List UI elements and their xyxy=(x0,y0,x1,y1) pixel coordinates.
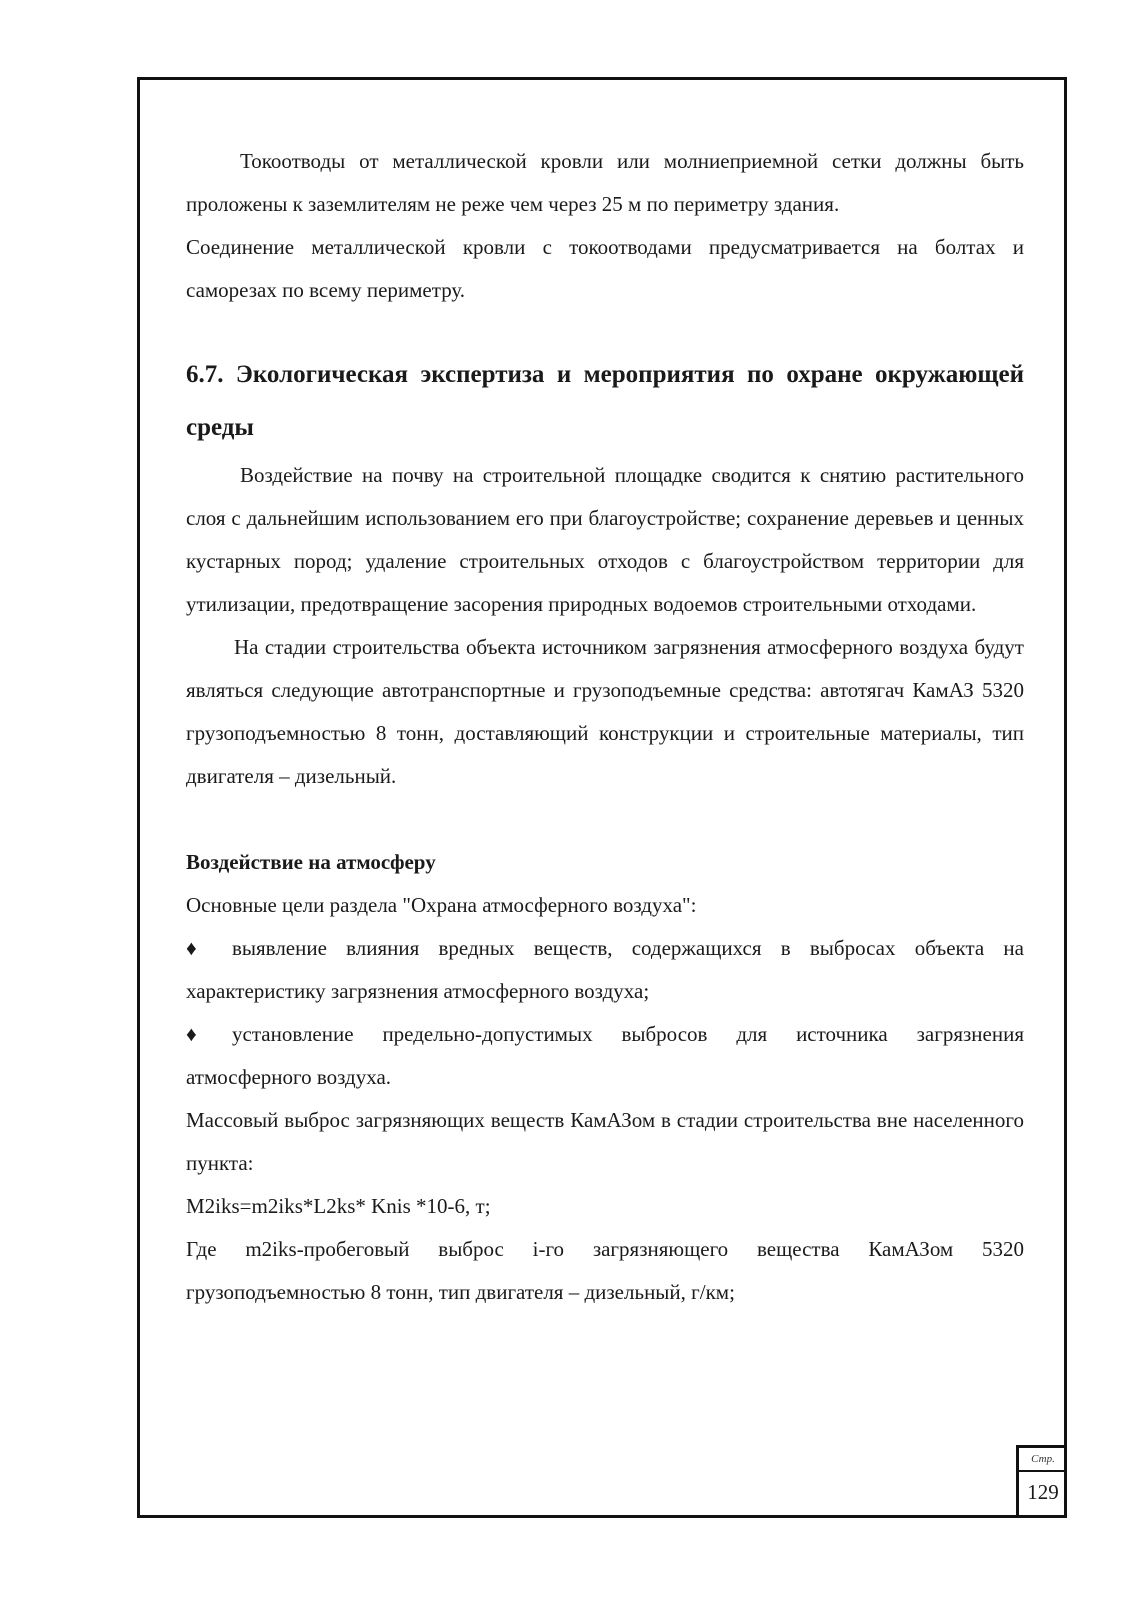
paragraph-soil-impact: Воздействие на почву на строительной площадке сводится к снятию растительного слоя с дальнейшим использованием его при благоустройстве; сохранение деревьев и ценных кустарных пород; удаление строительных отходов с благоустройством территории для утилизации, предотвращение засорения природных водоемов строительными отходами. xyxy=(186,463,1024,616)
bullet-text: установление предельно-допустимых выбросов для источника загрязнения атмосферного воздуха. xyxy=(186,1022,1024,1089)
bullet-item xyxy=(186,1013,1024,1099)
paragraph-roof-connection: Соединение металлической кровли с токоотводами предусматривается на болтах и саморезах по всему периметру. xyxy=(186,235,1024,302)
page-number-stamp xyxy=(1016,1445,1067,1518)
stamp-label: Стр. xyxy=(1019,1448,1067,1472)
section-heading: 6.7. Экологическая экспертиза и мероприятия по охране окружающей среды xyxy=(186,361,1024,441)
bullet-item xyxy=(186,927,1024,1013)
diamond-bullet-icon: ♦ xyxy=(186,936,197,960)
document-body xyxy=(186,140,1024,1314)
bullet-text: выявление влияния вредных веществ, содержащихся в выбросах объекта на характеристику загрязнения атмосферного воздуха; xyxy=(186,936,1024,1003)
paragraph-air-sources: На стадии строительства объекта источником загрязнения атмосферного воздуха будут являться следующие автотранспортные и грузоподъемные средства: автотягач КамАЗ 5320 грузоподъемностью 8 тонн, доставляющий конструкции и строительные материалы, тип двигателя – дизельный. xyxy=(186,635,1024,788)
paragraph-where: Где m2iks-пробеговый выброс i-го загрязняющего вещества КамАЗом 5320 грузоподъемностью 8 тонн, тип двигателя – дизельный, г/км; xyxy=(186,1237,1024,1304)
page-number: 129 xyxy=(1027,1480,1059,1504)
diamond-bullet-icon: ♦ xyxy=(186,1022,197,1046)
goals-intro: Основные цели раздела "Охрана атмосферного воздуха": xyxy=(186,893,697,917)
paragraph-downconductors: Токоотводы от металлической кровли или молниеприемной сетки должны быть проложены к заземлителям не реже чем через 25 м по периметру здания. xyxy=(186,149,1024,216)
formula: M2iks=m2iks*L2ks* Knis *10-6, т; xyxy=(186,1194,491,1218)
paragraph-mass-emission: Массовый выброс загрязняющих веществ КамАЗом в стадии строительства вне населенного пункта: xyxy=(186,1108,1024,1175)
subheading-atmosphere: Воздействие на атмосферу xyxy=(186,850,436,874)
